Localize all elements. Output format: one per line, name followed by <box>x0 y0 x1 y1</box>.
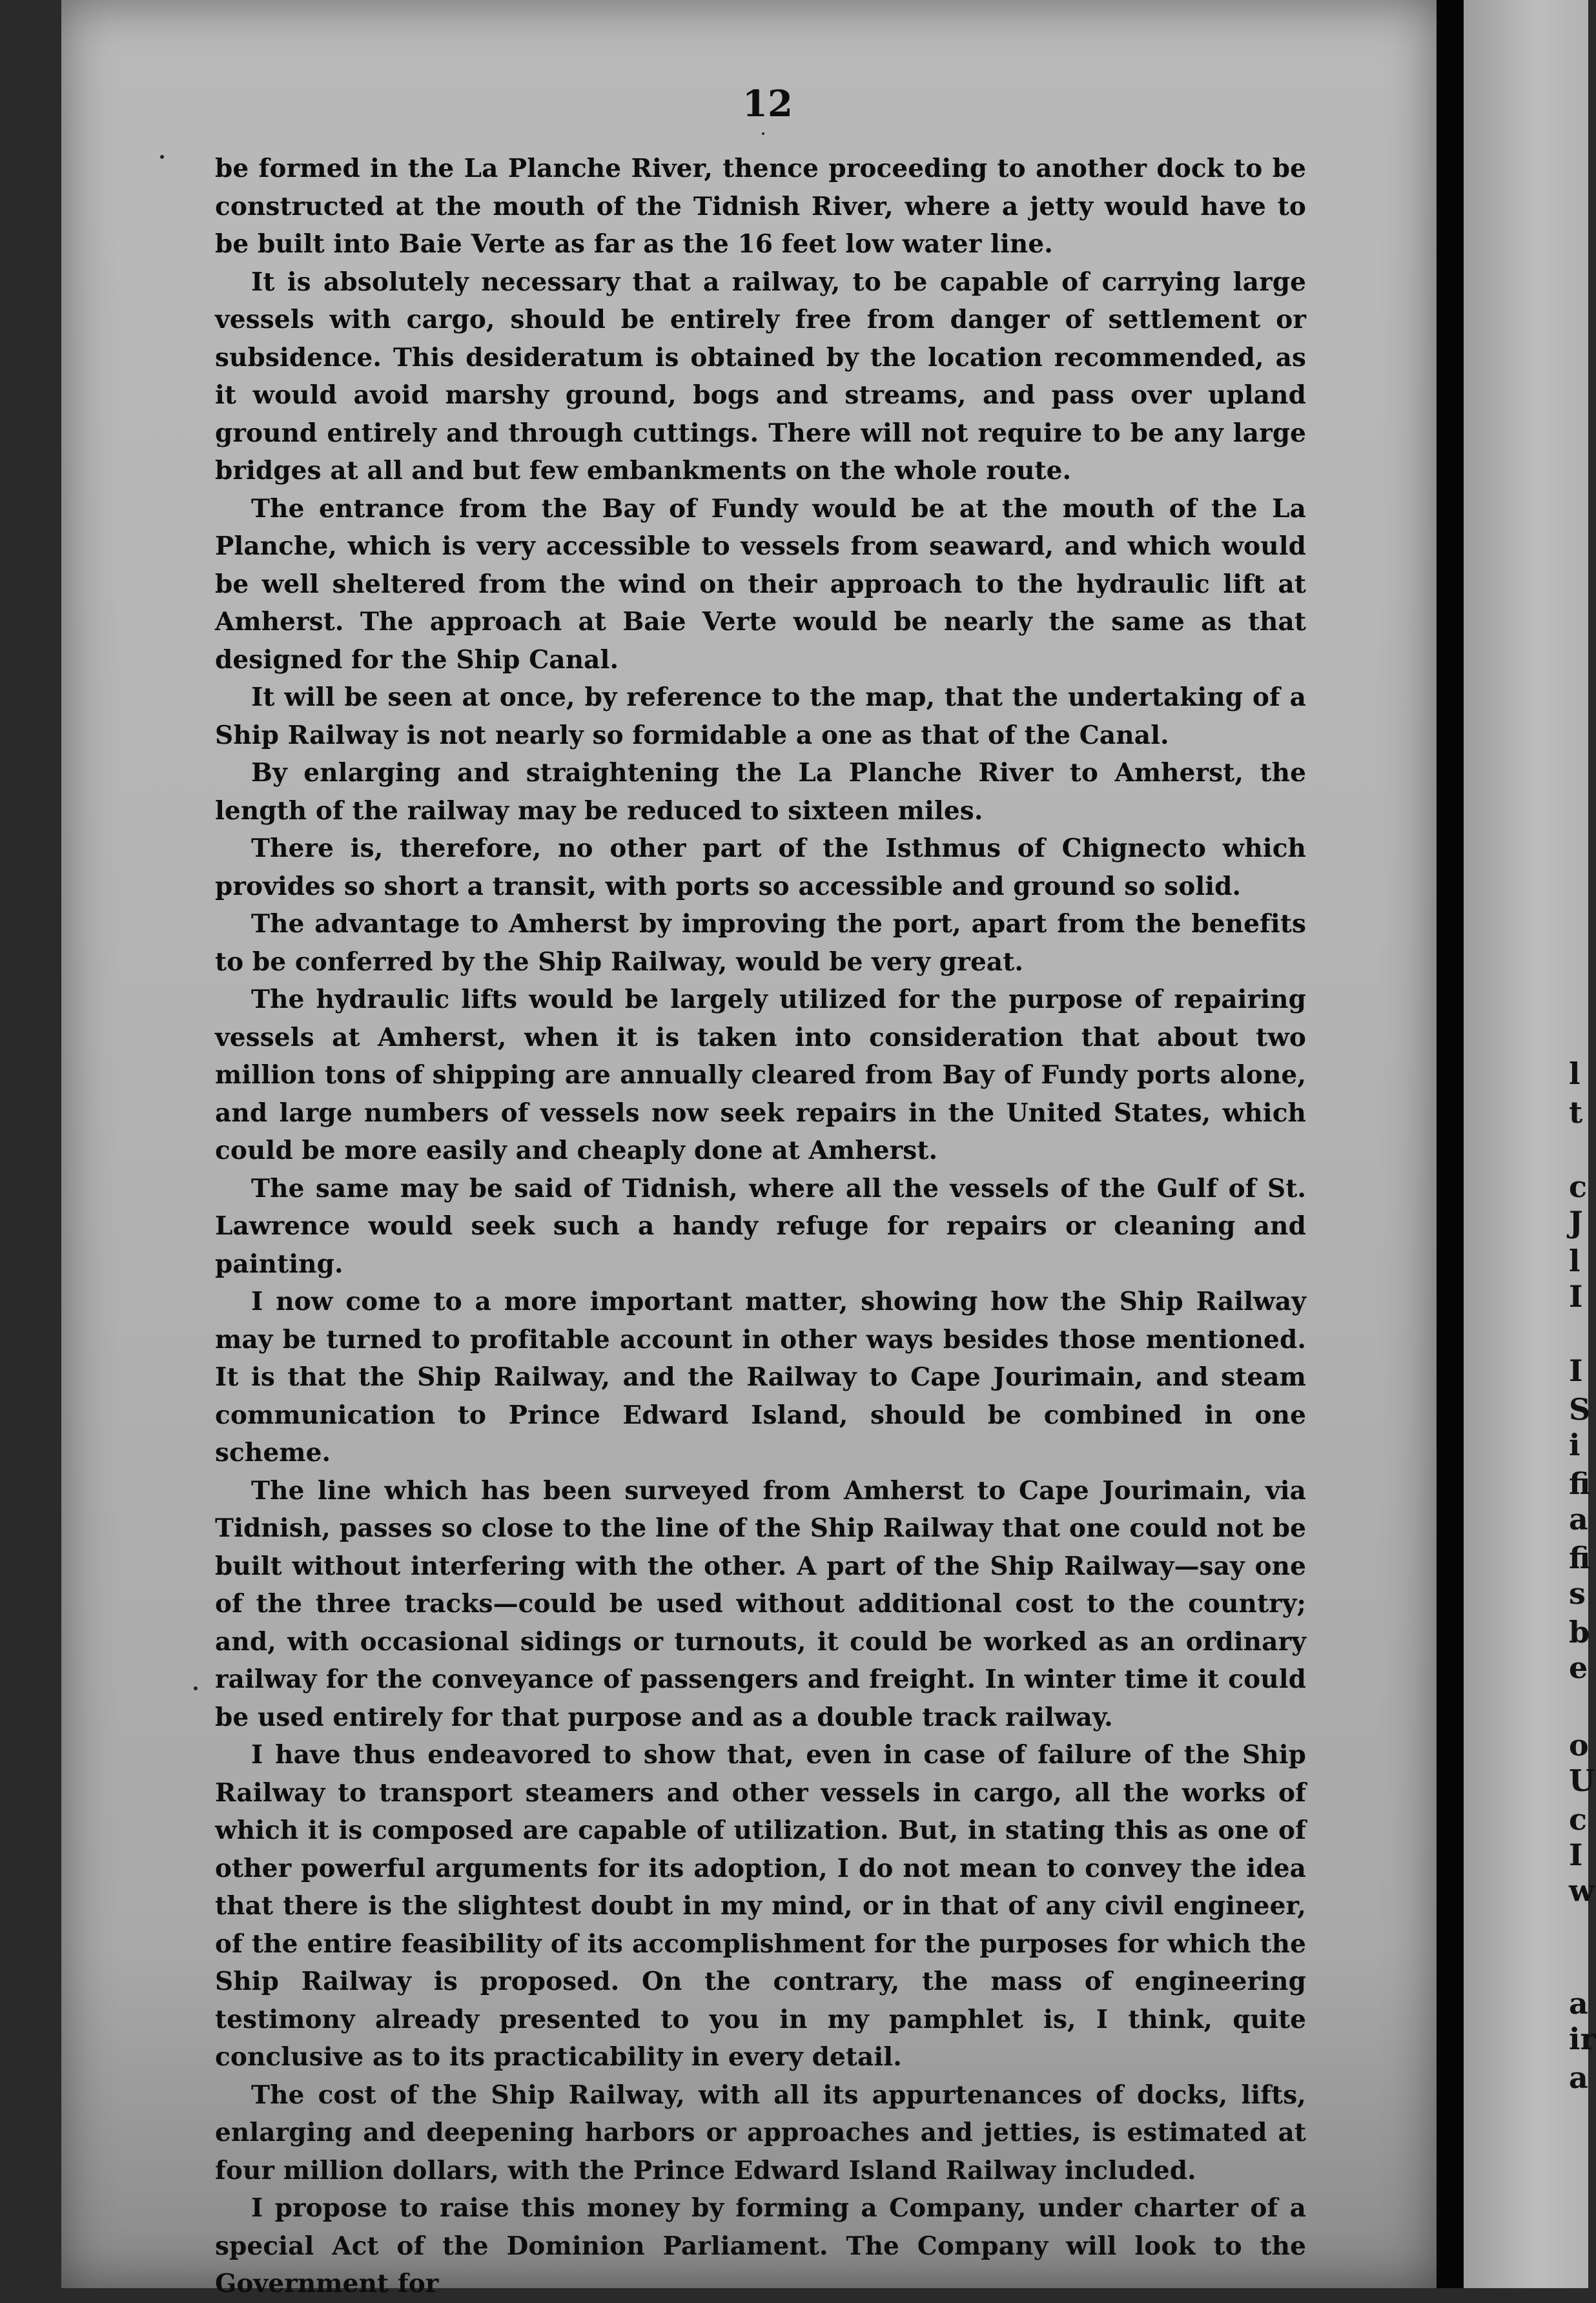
fragment: I <box>1569 1837 1583 1872</box>
fragment: I <box>1569 1279 1583 1314</box>
paragraph: The line which has been surveyed from Amherst to Cape Jourimain, via Tidnish, passes so close to the line of the Ship Railway that one could not be built without interfering with the other. A part of the Ship Railway—say one of the three tracks—could be used without additional cost to the country; and, with occasional sidings or turnouts, it could be worked as an ordinary railway for the conveyance of passengers and freight. In winter time it could be used entirely for that purpose and as a double track railway. <box>215 1475 1306 1732</box>
fragment: a <box>1569 2060 1588 2095</box>
paragraph: The advantage to Amherst by improving the port, apart from the benefits to be conferred by the Ship Railway, would be very great. <box>215 909 1306 977</box>
fragment: l <box>1569 1056 1581 1091</box>
fragment: U <box>1569 1763 1595 1798</box>
paragraph: The hydraulic lifts would be largely utilized for the purpose of repairing vessels at Amherst, when it is taken into consideration that about two million tons of shipping are annually cleared from Bay of Fundy ports alone, and large numbers of vessels now seek repairs in the United States, which could be more easily and cheaply done at Amherst. <box>215 985 1306 1165</box>
fragment: w <box>1569 1873 1595 1908</box>
print-speck <box>194 1686 198 1690</box>
paragraph: The same may be said of Tidnish, where all the vessels of the Gulf of St. Lawrence would seek such a handy refuge for repairs or cleaning and painting. <box>215 1173 1306 1279</box>
fragment: c <box>1569 1169 1588 1204</box>
book-gutter <box>1437 0 1464 2288</box>
print-speck <box>160 155 164 159</box>
fragment: o <box>1569 1728 1589 1763</box>
body-text <box>215 150 1306 2303</box>
print-speck <box>762 132 764 135</box>
fragment: i <box>1569 1428 1581 1462</box>
fragment: b <box>1569 1615 1590 1650</box>
fragment: c <box>1569 1802 1588 1837</box>
paragraph: I have thus endeavored to show that, even in case of failure of the Ship Railway to transport steamers and other vessels in cargo, all the works of which it is composed are capable of utilization. But, in stating this as one of other powerful arguments for its adoption, I do not mean to convey the idea that there is the slightest doubt in my mind, or in that of any civil engineer, of the entire feasibility of its accomplishment for the purposes for which the Ship Railway is proposed. On the contrary, the mass of engineering testimony already presented to you in my pamphlet is, I think, quite conclusive as to its practicability in every detail. <box>215 1740 1306 2072</box>
fragment: t <box>1569 1095 1583 1130</box>
paragraph: I propose to raise this money by forming a Company, under charter of a special Act of the Dominion Parliament. The Company will look to the Government for <box>215 2193 1306 2298</box>
fragment: fi <box>1569 1540 1591 1575</box>
fragment: S <box>1569 1392 1591 1427</box>
fragment: I <box>1569 1353 1583 1388</box>
fragment: a <box>1569 1986 1588 2021</box>
paragraph: The cost of the Ship Railway, with all its appurtenances of docks, lifts, enlarging and deepening harbors or approaches and jetties, is estimated at four million dollars, with the Prince Edward Island Railway included. <box>215 2080 1306 2185</box>
fragment: fi <box>1569 1466 1591 1501</box>
facing-page-edge <box>1464 0 1591 2288</box>
paragraph: The entrance from the Bay of Fundy would be at the mouth of the La Planche, which is very accessible to vessels from seaward, and which would be well sheltered from the wind on their approach to the hydraulic lift at Amherst. The approach at Baie Verte would be nearly the same as that designed for the Ship Canal. <box>215 493 1306 675</box>
fragment: ir <box>1569 2022 1596 2056</box>
fragment: J <box>1569 1205 1583 1240</box>
paragraph: I now come to a more important matter, showing how the Ship Railway may be turned to profitable account in other ways besides those mentioned. It is that the Ship Railway, and the Railway to Cape Jourimain, and steam communication to Prince Edward Island, should be combined in one scheme. <box>215 1287 1306 1468</box>
fragment: l <box>1569 1244 1581 1278</box>
paragraph: It will be seen at once, by reference to the map, that the undertaking of a Ship Railway is not nearly so formidable a one as that of the Canal. <box>215 682 1306 750</box>
paragraph: be formed in the La Planche River, thence proceeding to another dock to be constructed at the mouth of the Tidnish River, where a jetty would have to be built into Baie Verte as far as the 16 feet low water line. <box>215 154 1306 259</box>
paragraph: It is absolutely necessary that a railway, to be capable of carrying large vessels with cargo, should be entirely free from danger of settlement or subsidence. This desideratum is obtained by the location recommended, as it would avoid marshy ground, bogs and streams, and pass over upland ground entirely and through cuttings. There will not require to be any large bridges at all and but few embankments on the whole route. <box>215 267 1306 486</box>
fragment: s <box>1569 1576 1586 1611</box>
paragraph: There is, therefore, no other part of the Isthmus of Chignecto which provides so short a transit, with ports so accessible and ground so solid. <box>215 834 1306 901</box>
fragment: e <box>1569 1650 1588 1685</box>
page-number: 12 <box>742 83 793 125</box>
paragraph: By enlarging and straightening the La Planche River to Amherst, the length of the railway may be reduced to sixteen miles. <box>215 758 1306 826</box>
fragment: a <box>1569 1502 1588 1537</box>
